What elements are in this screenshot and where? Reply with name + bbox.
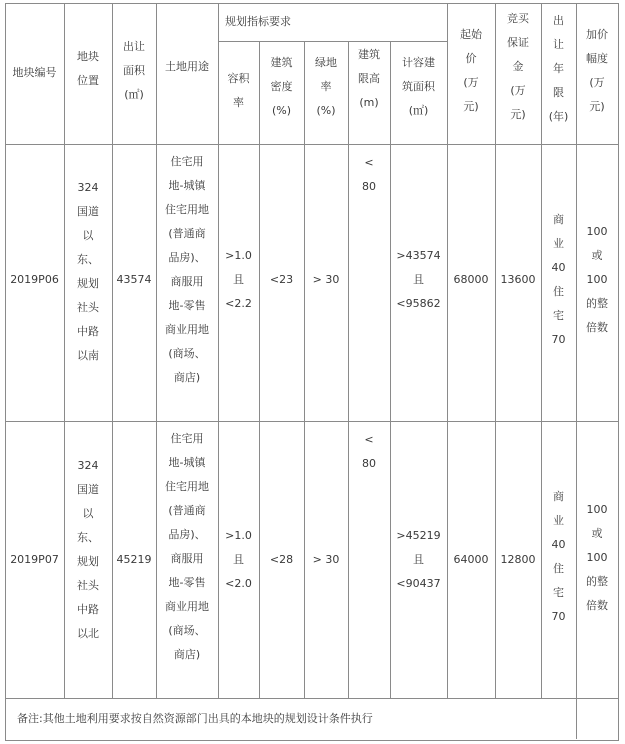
cell-text: <2.2 xyxy=(225,297,252,310)
header-text: 筑面积 xyxy=(402,80,435,93)
header-area xyxy=(112,35,156,107)
column-divider xyxy=(348,41,349,698)
column-divider xyxy=(112,3,113,698)
cell-text: <95862 xyxy=(396,297,441,310)
cell-text: 地-城镇 xyxy=(168,179,206,192)
header-text: 率 xyxy=(320,80,332,93)
header-text: (㎡) xyxy=(408,104,429,117)
cell-text: 中路 xyxy=(77,603,99,616)
header-green xyxy=(304,51,348,123)
cell-text: 100 xyxy=(586,503,608,516)
header-text: 元) xyxy=(510,108,526,121)
header-text: (万 xyxy=(589,76,605,89)
cell-text: 业 xyxy=(553,237,564,250)
header-text: 绿地 xyxy=(315,56,337,69)
cell-text: 地-零售 xyxy=(168,299,206,312)
header-deposit xyxy=(495,7,541,127)
header-increment xyxy=(576,23,618,119)
table-cell-far xyxy=(218,524,259,596)
header-text: 地块编号 xyxy=(12,66,57,79)
cell-text: 中路 xyxy=(77,325,99,338)
cell-text: 社头 xyxy=(77,579,99,592)
cell-text: 40 xyxy=(551,538,566,551)
cell-text: 45219 xyxy=(116,553,152,566)
cell-text: 住宅用 xyxy=(170,432,204,445)
header-text: 限 xyxy=(553,86,564,99)
table-cell-height xyxy=(348,428,390,476)
header-location xyxy=(64,45,112,93)
header-text: 加价 xyxy=(586,28,608,41)
header-planning-group xyxy=(225,10,425,34)
cell-text: 324 xyxy=(77,459,99,472)
cell-text: 64000 xyxy=(453,553,489,566)
header-text: 价 xyxy=(465,52,477,65)
header-text: 地块 xyxy=(77,50,99,63)
header-text: 土地用途 xyxy=(165,60,209,73)
table-cell-green xyxy=(304,268,348,292)
cell-text: 且 xyxy=(233,553,244,566)
cell-text: 12800 xyxy=(500,553,536,566)
cell-text: 以北 xyxy=(77,627,99,640)
cell-text: 商服用 xyxy=(170,552,204,565)
cell-text: 商 xyxy=(553,490,564,503)
header-term xyxy=(541,9,576,129)
header-text: 密度 xyxy=(270,80,293,93)
cell-text: (商场、 xyxy=(168,624,206,637)
cell-text: 的整 xyxy=(586,297,608,310)
cell-text: 的整 xyxy=(586,575,608,588)
cell-text: < xyxy=(364,156,374,169)
table-cell-use xyxy=(156,427,218,667)
header-text: 出让 xyxy=(123,40,145,53)
cell-text: <23 xyxy=(269,273,294,286)
table-cell-gfa xyxy=(390,524,447,596)
cell-text: 商业用地 xyxy=(165,600,209,613)
cell-text: 倍数 xyxy=(586,599,608,612)
cell-text: 70 xyxy=(551,610,566,623)
header-text: 起始 xyxy=(460,28,482,41)
row-divider xyxy=(5,698,618,699)
table-cell-term xyxy=(541,208,576,352)
row-divider xyxy=(218,41,447,42)
table-cell-plot-no xyxy=(5,268,64,292)
cell-text: 商店) xyxy=(173,371,201,384)
cell-text: 社头 xyxy=(77,301,99,314)
header-text: 出 xyxy=(553,14,564,27)
cell-text: 品房)、 xyxy=(168,528,206,541)
header-text: (㎡) xyxy=(124,88,144,101)
table-cell-use xyxy=(156,150,218,390)
cell-text: 或 xyxy=(591,527,603,540)
header-text: 率 xyxy=(233,96,244,109)
cell-text: (普通商 xyxy=(168,227,206,240)
row-divider xyxy=(5,421,618,422)
cell-text: > 30 xyxy=(312,553,340,566)
table-cell-deposit xyxy=(495,268,541,292)
header-text: (%) xyxy=(316,104,336,117)
header-text: (%) xyxy=(271,104,292,117)
header-text: 容积 xyxy=(227,72,250,85)
header-text: (万 xyxy=(510,84,526,97)
header-text: (m) xyxy=(359,96,379,109)
cell-text: 宅 xyxy=(553,309,564,322)
cell-text: 13600 xyxy=(500,273,536,286)
table-cell-far xyxy=(218,244,259,316)
cell-text: 东、 xyxy=(77,253,99,266)
cell-text: 商服用 xyxy=(170,275,204,288)
cell-text: 东、 xyxy=(77,531,99,544)
cell-text: 70 xyxy=(551,333,566,346)
cell-text: >45219 xyxy=(396,529,441,542)
header-text: 元) xyxy=(463,100,479,113)
header-text: 位置 xyxy=(77,74,99,87)
table-cell-density xyxy=(259,548,304,572)
cell-text: >43574 xyxy=(396,249,441,262)
header-text: 面积 xyxy=(123,64,145,77)
cell-text: 100 xyxy=(586,225,608,238)
table-cell-area xyxy=(112,268,156,292)
cell-text: 国道 xyxy=(77,483,99,496)
cell-text: > 30 xyxy=(312,273,340,286)
cell-text: 住宅用地 xyxy=(165,203,209,216)
cell-text: 100 xyxy=(586,273,608,286)
cell-text: 2019P07 xyxy=(10,553,59,566)
cell-text: 100 xyxy=(586,551,608,564)
table-cell-location xyxy=(64,176,112,368)
cell-text: <90437 xyxy=(396,577,441,590)
cell-text: 且 xyxy=(413,553,424,566)
table-cell-gfa xyxy=(390,244,447,316)
header-text: 年 xyxy=(553,62,564,75)
cell-text: 住宅用 xyxy=(170,155,204,168)
note-text: 备注:其他土地利用要求按自然资源部门出具的本地块的规划设计条件执行 xyxy=(17,712,373,725)
table-cell-location xyxy=(64,454,112,646)
table-cell-area xyxy=(112,548,156,572)
cell-text: 业 xyxy=(553,514,564,527)
cell-text: 住宅用地 xyxy=(165,480,209,493)
header-start-price xyxy=(447,23,495,119)
land-auction-table xyxy=(5,3,619,741)
cell-text: 住 xyxy=(553,562,564,575)
cell-text: <2.0 xyxy=(225,577,252,590)
cell-text: 商 xyxy=(553,213,564,226)
cell-text: >1.0 xyxy=(225,529,252,542)
header-gfa xyxy=(390,51,447,123)
cell-text: 40 xyxy=(551,261,566,274)
cell-text: 倍数 xyxy=(586,321,608,334)
column-divider xyxy=(390,41,391,698)
header-text: 金 xyxy=(512,60,524,73)
table-cell-deposit xyxy=(495,548,541,572)
table-cell-term xyxy=(541,485,576,629)
cell-text: 地-零售 xyxy=(168,576,206,589)
header-text: 竞买 xyxy=(507,12,529,25)
table-cell-density xyxy=(259,268,304,292)
header-text: 规划指标要求 xyxy=(225,15,291,28)
column-divider xyxy=(259,41,260,698)
header-text: 幅度 xyxy=(586,52,608,65)
cell-text: 宅 xyxy=(553,586,564,599)
table-cell-plot-no xyxy=(5,548,64,572)
cell-text: 43574 xyxy=(116,273,152,286)
table-cell-start-price xyxy=(447,268,495,292)
header-text: 建筑 xyxy=(270,56,293,69)
cell-text: (普通商 xyxy=(168,504,206,517)
header-text: 计容建 xyxy=(402,56,435,69)
cell-text: 且 xyxy=(233,273,244,286)
table-cell-height xyxy=(348,151,390,199)
header-text: 让 xyxy=(553,38,564,51)
header-height xyxy=(348,43,390,115)
table-cell-green xyxy=(304,548,348,572)
table-cell-start-price xyxy=(447,548,495,572)
cell-text: (商场、 xyxy=(168,347,206,360)
header-plot-no xyxy=(5,61,64,85)
cell-text: 且 xyxy=(413,273,424,286)
cell-text: 以 xyxy=(82,507,94,520)
header-use xyxy=(156,55,218,79)
cell-text: 80 xyxy=(362,457,376,470)
table-cell-increment xyxy=(576,498,618,618)
header-text: (年) xyxy=(548,110,569,123)
cell-text: <28 xyxy=(269,553,294,566)
header-text: 元) xyxy=(589,100,605,113)
cell-text: 地-城镇 xyxy=(168,456,206,469)
header-text: 保证 xyxy=(507,36,529,49)
header-text: 限高 xyxy=(358,72,380,85)
table-cell-increment xyxy=(576,220,618,340)
row-divider xyxy=(5,144,618,145)
cell-text: 规划 xyxy=(77,555,99,568)
cell-text: >1.0 xyxy=(225,249,252,262)
cell-text: 商业用地 xyxy=(165,323,209,336)
column-divider xyxy=(304,41,305,698)
header-far xyxy=(218,67,259,115)
table-note xyxy=(17,707,572,731)
cell-text: 2019P06 xyxy=(10,273,59,286)
cell-text: 以南 xyxy=(77,349,99,362)
header-text: 建筑 xyxy=(358,48,380,61)
header-density xyxy=(259,51,304,123)
cell-text: 国道 xyxy=(77,205,99,218)
cell-text: 品房)、 xyxy=(168,251,206,264)
cell-text: 规划 xyxy=(77,277,99,290)
cell-text: < xyxy=(364,433,374,446)
cell-text: 80 xyxy=(362,180,376,193)
cell-text: 商店) xyxy=(173,648,201,661)
cell-text: 324 xyxy=(77,181,99,194)
cell-text: 住 xyxy=(553,285,564,298)
cell-text: 以 xyxy=(82,229,94,242)
cell-text: 68000 xyxy=(453,273,489,286)
cell-text: 或 xyxy=(591,249,603,262)
header-text: (万 xyxy=(463,76,479,89)
